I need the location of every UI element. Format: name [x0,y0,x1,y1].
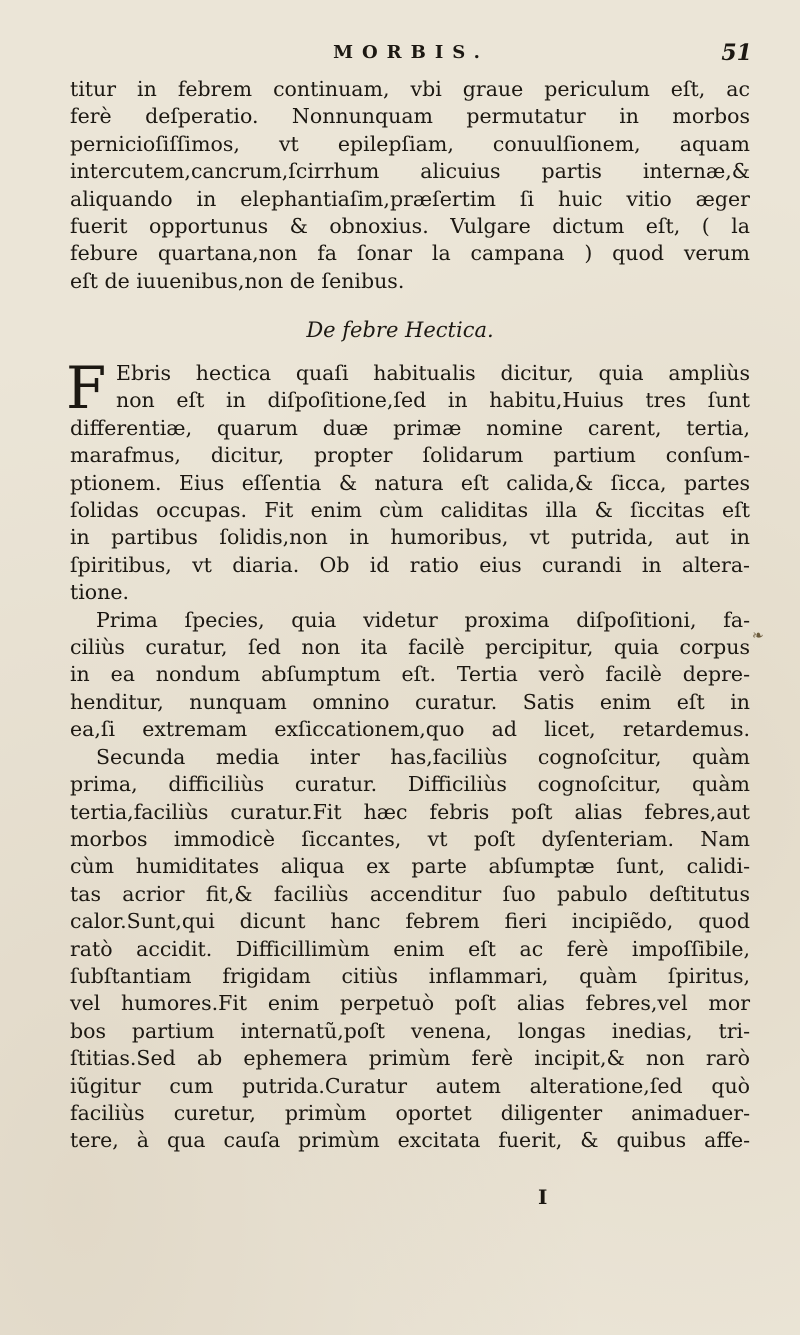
text-line: faciliùs curetur, primùm oportet diligenter animaduer- [70,1100,750,1125]
text-line: Ebris hectica quaſi habitualis dicitur, quia ampliùs [116,361,750,385]
text-line: febure quartana,non fa ſonar la campana ) quod verum [70,241,750,266]
text-line: prima, difficiliùs curatur. Difficiliùs cognoſcitur, quàm [70,772,750,797]
text-line: Secunda media inter has,faciliùs cognoſcitur, quàm [96,744,750,769]
text-line: henditur, nunquam omnino curatur. Satis enim eſt in [70,689,750,714]
text-line: non eſt in diſpoſitione,ſed in habitu,Huius tres ſunt [116,388,750,413]
text-line: marafmus, dicitur, propter ſolidarum partium conſum- [70,443,750,468]
text-line: calor.Sunt,qui dicunt hanc febrem fieri incipiẽdo, quod [70,909,750,934]
text-line: eſt de iuuenibus,non de ſenibus. [70,268,405,293]
text-line: ſpiritibus, vt diaria. Ob id ratio eius curandi in altera- [70,552,750,577]
text-line: tertia,faciliùs curatur.Fit hæc febris poſt alias febres,aut [70,799,750,824]
catchword-mark: I [538,1185,548,1209]
page-number: 51 [721,40,752,66]
text-line: in partibus ſolidis,non in humoribus, vt putrida, aut in [70,525,750,550]
drop-cap: F [66,354,107,422]
text-line: aliquando in elephantiaſim,præſertim ſi huic vitio æger [70,186,750,211]
running-title: MORBIS. [333,42,489,63]
text-line: pernicioſiſſimos, vt epilepſiam, conuulſionem, aquam [70,131,750,156]
text-line: ferè deſperatio. Nonnunquam permutatur in morbos [70,104,750,129]
text-line: differentiæ, quarum duæ primæ nomine carent, tertia, [70,415,750,440]
text-line: ſubſtantiam frigidam citiùs inflammari, quàm ſpiritus, [70,963,750,988]
text-line: vel humores.Fit enim perpetuò poſt alias febres,vel mor [70,991,750,1016]
page-header [70,42,752,72]
text-line: tas acrior fit,& faciliùs accenditur ſuo pabulo deſtitutus [70,881,750,906]
text-line: ſtitias.Sed ab ephemera primùm ferè incipit,& non rarò [70,1046,750,1071]
top-paragraph [70,76,750,295]
text-line: cùm humiditates aliqua ex parte abſumptæ ſunt, calidi- [70,854,750,879]
text-line: Prima ſpecies, quia videtur proxima diſpoſitioni, fa- [96,607,750,632]
main-text [66,354,750,1155]
text-line: bos partium internatũ,poſt venena, longas inedias, tri- [70,1018,750,1043]
text-line: intercutem,cancrum,ſcirrhum alicuius partis internæ,& [70,159,750,184]
text-line: ratò accidit. Difficillimùm enim eſt ac ferè impoſſibile, [70,936,750,961]
text-line: morbos immodicè ſiccantes, vt poſt dyſenteriam. Nam [70,826,750,851]
text-line: tione. [70,580,129,605]
text-line: ciliùs curatur, ſed non ita facilè percipitur, quia corpus [70,635,750,660]
text-line: titur in febrem continuam, vbi graue periculum eſt, ac [70,77,750,101]
text-line: fuerit opportunus & obnoxius. Vulgare dictum eſt, ( la [70,214,750,239]
text-line: tere, à qua cauſa primùm excitata fuerit, & quibus affe- [70,1128,750,1153]
section-heading: De febre Hectica. [306,318,494,342]
margin-mark: ❧ [752,628,764,644]
text-line: ea,ſi extremam exſiccationem,quo ad licet, retardemus. [70,717,750,742]
text-line: in ea nondum abſumptum eſt. Tertia verò facilè depre- [70,662,750,687]
text-line: ptionem. Eius eſſentia & natura eſt calida,& ſicca, partes [70,470,750,495]
text-line: ſolidas occupas. Fit enim cùm caliditas illa & ſiccitas eſt [70,498,750,523]
text-line: iũgitur cum putrida.Curatur autem alteratione,ſed quò [70,1073,750,1098]
